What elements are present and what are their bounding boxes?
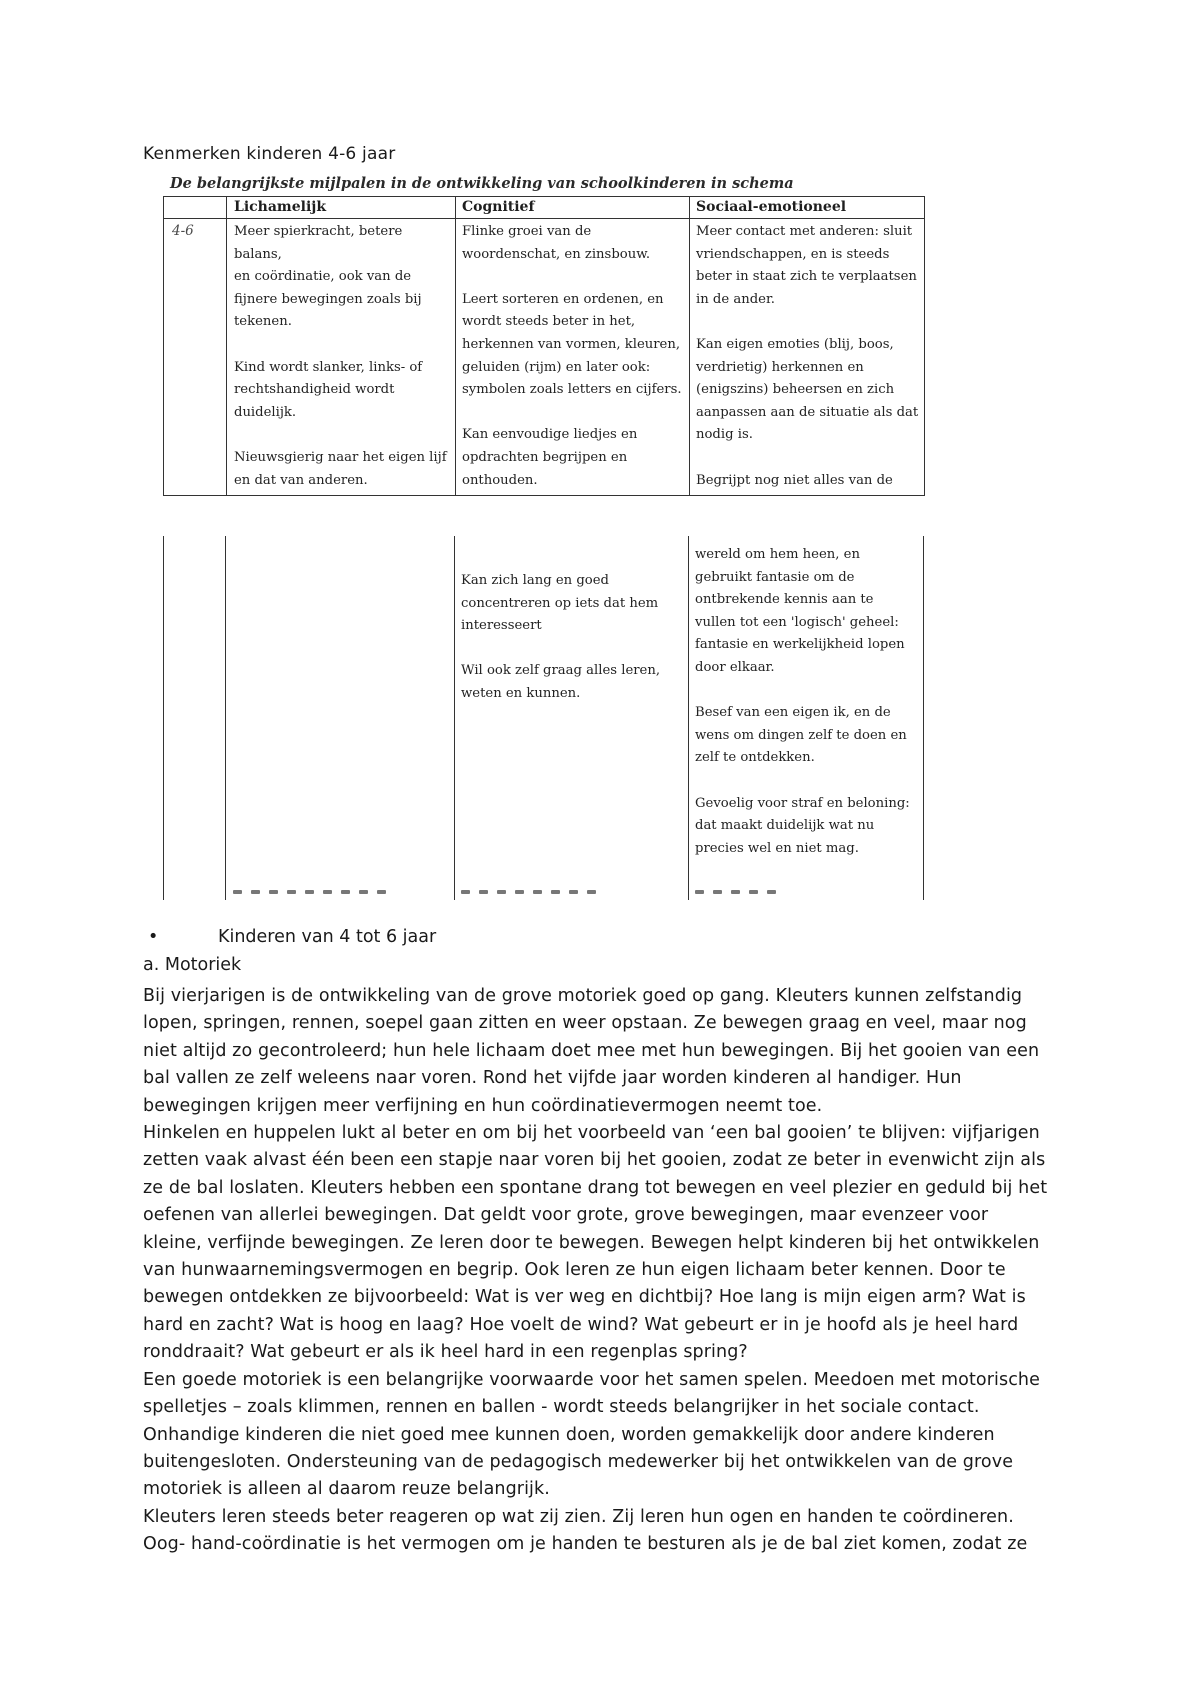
column-divider — [225, 536, 226, 900]
text-line: buitengesloten. Ondersteuning van de pedagogisch medewerker bij het ontwikkelen van de grove — [143, 1451, 1014, 1472]
column-divider — [689, 197, 690, 495]
text-line: Onhandige kinderen die niet goed mee kunnen doen, worden gemakkelijk door andere kinderen — [143, 1424, 995, 1445]
text-line: van hunwaarnemingsvermogen en begrip. Ook leren ze hun eigen lichaam beter kennen. Door te — [143, 1260, 1006, 1281]
header-divider — [164, 218, 924, 219]
cell-paragraph: wereld om hem heen, en gebruikt fantasie om de ontbrekende kennis aan te vullen tot een 'logisch' geheel: fantasie en werkelijkheid lopen door elkaar. — [695, 547, 905, 675]
text-line: spelletjes – zoals klimmen, rennen en ballen - wordt steeds belangrijker in het sociale contact. — [143, 1397, 980, 1418]
cell-paragraph: Besef van een eigen ik, en de wens om dingen zelf te doen en zelf te ontdekken. — [695, 705, 907, 766]
cell-paragraph: Wil ook zelf graag alles leren, weten en kunnen. — [461, 663, 661, 701]
cell-lichamelijk — [234, 221, 450, 492]
header-cognitief: Cognitief — [462, 199, 535, 215]
text-line: ronddraait? Wat gebeurt er als ik heel hard in een regenplas spring? — [143, 1342, 748, 1363]
table-border-right — [923, 536, 924, 900]
cell-paragraph: Kan eenvoudige liedjes en opdrachten begrijpen en onthouden. — [462, 427, 638, 488]
bullet-symbol: • — [148, 927, 159, 947]
milestones-table-part-1 — [163, 196, 925, 496]
body-text — [143, 983, 1083, 1559]
text-line: niet altijd zo gecontroleerd; hun hele lichaam doet mee met hun bewegingen. Bij het gooien van een — [143, 1040, 1040, 1061]
text-line: motoriek is alleen al daarom reuze belangrijk. — [143, 1479, 550, 1500]
text-line: bal vallen ze zelf weleens naar voren. Rond het vijfde jaar worden kinderen al handiger. Hun — [143, 1068, 962, 1089]
text-line: kleine, verfijnde bewegingen. Ze leren door te bewegen. Bewegen helpt kinderen bij het ontwikkelen — [143, 1232, 1040, 1253]
text-line: Kleuters leren steeds beter reageren op wat zij zien. Zij leren hun ogen en handen te coördineren. — [143, 1506, 1014, 1527]
cell-sociaal-emotioneel-continued — [695, 544, 921, 860]
section-heading: a. Motoriek — [143, 955, 242, 975]
text-line: bewegen ontdekken ze bijvoorbeeld: Wat is ver weg en dichtbij? Hoe lang is mijn eigen arm? Wat is — [143, 1287, 1026, 1308]
text-line: bewegingen krijgen meer verfijning en hun coördinatievermogen neemt toe. — [143, 1095, 823, 1116]
cell-paragraph: Meer spierkracht, betere balans, en coördinatie, ook van de fijnere bewegingen zoals bij tekenen. — [234, 224, 422, 330]
milestones-table-part-2 — [163, 536, 925, 900]
table-border-left — [163, 536, 164, 900]
cell-paragraph: Kan eigen emoties (blij, boos, verdrietig) herkennen en (enigszins) beheersen en zich aanpassen aan de situatie als dat nodig is. — [696, 336, 919, 443]
text-line: hard en zacht? Wat is hoog en laag? Hoe voelt de wind? Wat gebeurt er in je hoofd als je heel hard — [143, 1314, 1019, 1335]
cell-sociaal-emotioneel — [696, 221, 922, 492]
cell-paragraph: Begrijpt nog niet alles van de — [696, 472, 893, 488]
page-title: Kenmerken kinderen 4-6 jaar — [143, 144, 396, 164]
cropped-text-fragment — [695, 890, 776, 896]
column-divider — [455, 197, 456, 495]
bullet-item — [148, 927, 436, 947]
bullet-text: Kinderen van 4 tot 6 jaar — [218, 927, 437, 947]
text-line: Hinkelen en huppelen lukt al beter en om bij het voorbeeld van ‘een bal gooien’ te blijven: vijfjarigen — [143, 1123, 1040, 1144]
cropped-text-fragment — [461, 890, 596, 896]
cell-paragraph: Nieuwsgierig naar het eigen lijf en dat van anderen. — [234, 449, 447, 488]
header-lichamelijk: Lichamelijk — [234, 199, 327, 215]
text-line: Oog- hand-coördinatie is het vermogen om je handen te besturen als je de bal ziet komen, zodat ze — [143, 1534, 1028, 1555]
schema-caption: De belangrijkste mijlpalen in de ontwikkeling van schoolkinderen in schema — [170, 175, 794, 192]
cell-paragraph: Kind wordt slanker, links- of rechtshandigheid wordt duidelijk. — [234, 359, 423, 420]
age-label: 4-6 — [172, 223, 194, 239]
cell-paragraph: Kan zich lang en goed concentreren op iets dat hem interesseert — [461, 573, 659, 634]
column-divider — [688, 536, 689, 900]
cell-paragraph: Flinke groei van de woordenschat, en zinsbouw. — [462, 224, 651, 262]
text-line: lopen, springen, rennen, soepel gaan zitten en weer opstaan. Ze bewegen graag en veel, maar nog — [143, 1013, 1027, 1034]
header-sociaal-emotioneel: Sociaal-emotioneel — [696, 199, 847, 215]
column-divider — [454, 536, 455, 900]
cropped-text-fragment — [233, 890, 386, 896]
cell-cognitief-continued — [461, 570, 685, 706]
text-line: Bij vierjarigen is de ontwikkeling van de grove motoriek goed op gang. Kleuters kunnen zelfstandig — [143, 986, 1023, 1006]
text-line: ze de bal loslaten. Kleuters hebben een spontane drang tot bewegen en veel plezier en geduld bij het — [143, 1177, 1048, 1198]
cell-cognitief — [462, 221, 686, 492]
text-line: Een goede motoriek is een belangrijke voorwaarde voor het samen spelen. Meedoen met motorische — [143, 1369, 1040, 1390]
column-divider — [226, 197, 227, 495]
cell-paragraph: Leert sorteren en ordenen, en wordt steeds beter in het, herkennen van vormen, kleuren, geluiden (rijm) en later ook: symbolen zoals letters en cijfers. — [462, 291, 682, 398]
text-line: oefenen van allerlei bewegingen. Dat geldt voor grote, grove bewegingen, maar evenzeer voor — [143, 1205, 989, 1226]
cell-paragraph: Gevoelig voor straf en beloning: dat maakt duidelijk wat nu precies wel en niet mag. — [695, 795, 910, 856]
text-line: zetten vaak alvast één been een stapje naar voren bij het gooien, zodat ze beter in evenwicht zijn als — [143, 1150, 1046, 1171]
cell-paragraph: Meer contact met anderen: sluit vriendschappen, en is steeds beter in staat zich te verplaatsen in de ander. — [696, 224, 917, 307]
